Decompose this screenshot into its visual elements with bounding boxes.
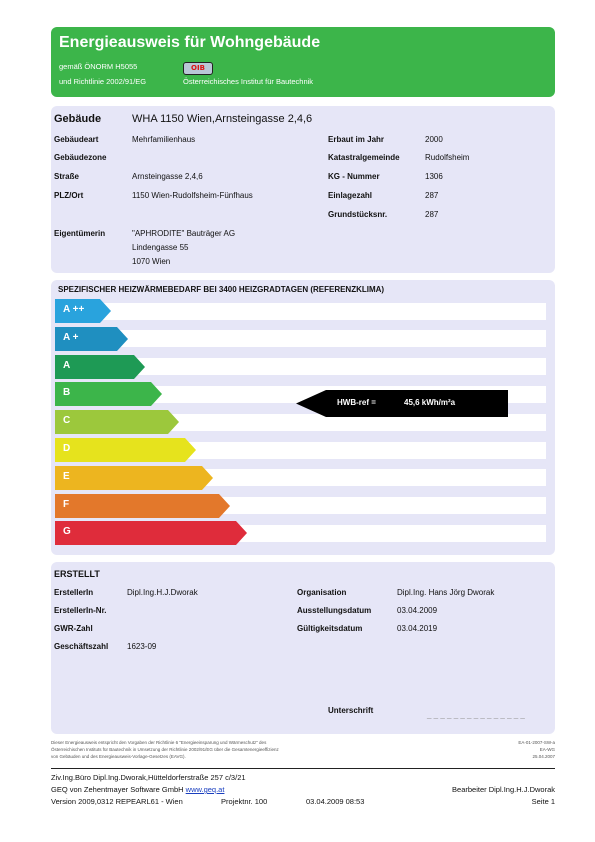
software-vendor: GEQ von Zehentmayer Software GmbH <box>51 785 184 794</box>
footer-office: Ziv.Ing.Büro Dipl.Ing.Dworak,Hütteldorferstraße 257 c/3/21 <box>51 773 246 782</box>
field-value: Arnsteingasse 2,4,6 <box>132 172 203 181</box>
footer-bearbeiter: Bearbeiter Dipl.Ing.H.J.Dworak <box>452 785 555 794</box>
hwb-value: 45,6 kWh/m²a <box>404 398 456 407</box>
building-name: WHA 1150 Wien,Arnsteingasse 2,4,6 <box>132 113 313 125</box>
class-label: F <box>63 498 70 510</box>
footer-divider <box>51 768 555 769</box>
hwb-panel <box>51 280 555 555</box>
class-arrow-shape <box>55 466 213 490</box>
field-value: 287 <box>425 210 439 219</box>
oib-logo: OIB <box>183 62 213 75</box>
hwb-title: SPEZIFISCHER HEIZWÄRMEBEDARF BEI 3400 HEIZGRADTAGEN (REFERENZKLIMA) <box>58 285 385 294</box>
field-value: 1150 Wien-Rudolfsheim-Fünfhaus <box>132 191 253 200</box>
disclaimer-line: Dieser Energieausweis entspricht den Vorgaben der Richtlinie 6 "Energieeinsparung und Wärmeschutz" des <box>51 740 267 745</box>
form-date: 25.04.2007 <box>532 754 555 759</box>
field-label: Geschäftszahl <box>54 642 109 651</box>
field-label: Gebäudezone <box>54 153 107 162</box>
building-label: Gebäude <box>54 113 102 125</box>
signature-line: _ _ _ _ _ _ _ _ _ _ _ _ _ _ _ <box>427 710 525 719</box>
field-label: ErstellerIn <box>54 588 94 597</box>
field-value: Dipl.Ing. Hans Jörg Dworak <box>397 588 495 597</box>
indicator-arrow-shape <box>296 390 508 417</box>
efficiency-class-6 <box>55 438 196 462</box>
footer-software <box>51 785 224 794</box>
owner-line: 1070 Wien <box>132 257 171 266</box>
created-heading: ERSTELLT <box>54 569 100 579</box>
header-banner <box>51 27 555 97</box>
efficiency-class-5 <box>55 410 179 434</box>
field-value: 03.04.2009 <box>397 606 438 615</box>
field-label: Grundstücksnr. <box>328 210 388 219</box>
field-label: Erbaut im Jahr <box>328 135 385 144</box>
owner-line: "APHRODITE" Bauträger AG <box>132 229 236 238</box>
field-value: Dipl.Ing.H.J.Dworak <box>127 588 198 597</box>
footer-project: Projektnr. 100 <box>221 797 268 806</box>
field-label: Einlagezahl <box>328 191 373 200</box>
geq-link[interactable]: www.geq.at <box>185 785 225 794</box>
field-value: 03.04.2019 <box>397 624 438 633</box>
efficiency-class-1 <box>55 299 111 323</box>
signature-label: Unterschrift <box>328 706 374 715</box>
owner-label: Eigentümerin <box>54 229 106 238</box>
footer-timestamp: 03.04.2009 08:53 <box>306 797 365 806</box>
field-value: Rudolfsheim <box>425 153 470 162</box>
field-label: Gültigkeitsdatum <box>297 624 363 633</box>
footer-version: Version 2009,0312 REPEARL61 - Wien <box>51 797 183 806</box>
efficiency-class-2 <box>55 327 128 351</box>
building-panel <box>51 106 555 273</box>
field-value: 1306 <box>425 172 443 181</box>
class-rail <box>55 330 546 347</box>
owner-line: Lindengasse 55 <box>132 243 189 252</box>
class-label: A <box>63 359 71 371</box>
directive-line: und Richtlinie 2002/91/EG <box>59 77 147 86</box>
efficiency-class-4 <box>55 382 162 406</box>
efficiency-class-3 <box>55 355 145 379</box>
class-label: E <box>63 470 70 482</box>
class-arrow-shape <box>55 382 162 406</box>
field-label: Straße <box>54 172 79 181</box>
class-label: A + <box>63 331 79 343</box>
field-value: 2000 <box>425 135 443 144</box>
class-arrow-shape <box>55 438 196 462</box>
class-rail <box>55 303 546 320</box>
field-label: Ausstellungsdatum <box>297 606 372 615</box>
institute-name: Österreichisches Institut für Bautechnik <box>183 77 314 86</box>
disclaimer-line: von Gebäuden und des Energieausweis-Vorlage-Gesetzes (EAVG). <box>51 754 186 759</box>
field-label: GWR-Zahl <box>54 624 93 633</box>
footer-page: Seite 1 <box>531 797 555 806</box>
class-label: B <box>63 387 71 399</box>
norm-line: gemäß ÖNORM H5055 <box>59 62 138 71</box>
created-panel <box>51 562 555 734</box>
form-code: EA-01-2007-SW-a <box>518 740 555 745</box>
field-value: 1623-09 <box>127 642 157 651</box>
disclaimer-line: Österreichischen Instituts für Bautechnik in Umsetzung der Richtlinie 2002/91/EG über die Gesamtenergieeffizienz <box>51 747 279 752</box>
efficiency-class-9 <box>55 521 247 545</box>
document-title: Energieausweis für Wohngebäude <box>59 34 321 51</box>
class-arrow-shape <box>55 521 247 545</box>
field-label: KG - Nummer <box>328 172 380 181</box>
efficiency-class-8 <box>55 494 230 518</box>
form-code: EA-WG <box>539 747 555 752</box>
class-arrow-shape <box>55 410 179 434</box>
field-label: Gebäudeart <box>54 135 99 144</box>
field-value: 287 <box>425 191 439 200</box>
class-label: D <box>63 443 71 454</box>
field-label: ErstellerIn-Nr. <box>54 606 107 615</box>
class-label: A ++ <box>63 304 85 315</box>
class-label: C <box>63 415 71 427</box>
hwb-indicator <box>296 390 508 417</box>
class-arrow-shape <box>55 494 230 518</box>
efficiency-class-7 <box>55 466 213 490</box>
field-label: Organisation <box>297 588 347 597</box>
class-label: G <box>63 526 71 538</box>
field-label: Katastralgemeinde <box>328 153 400 162</box>
hwb-label: HWB-ref = <box>337 398 376 407</box>
field-value: Mehrfamilienhaus <box>132 135 196 144</box>
field-label: PLZ/Ort <box>54 191 84 200</box>
